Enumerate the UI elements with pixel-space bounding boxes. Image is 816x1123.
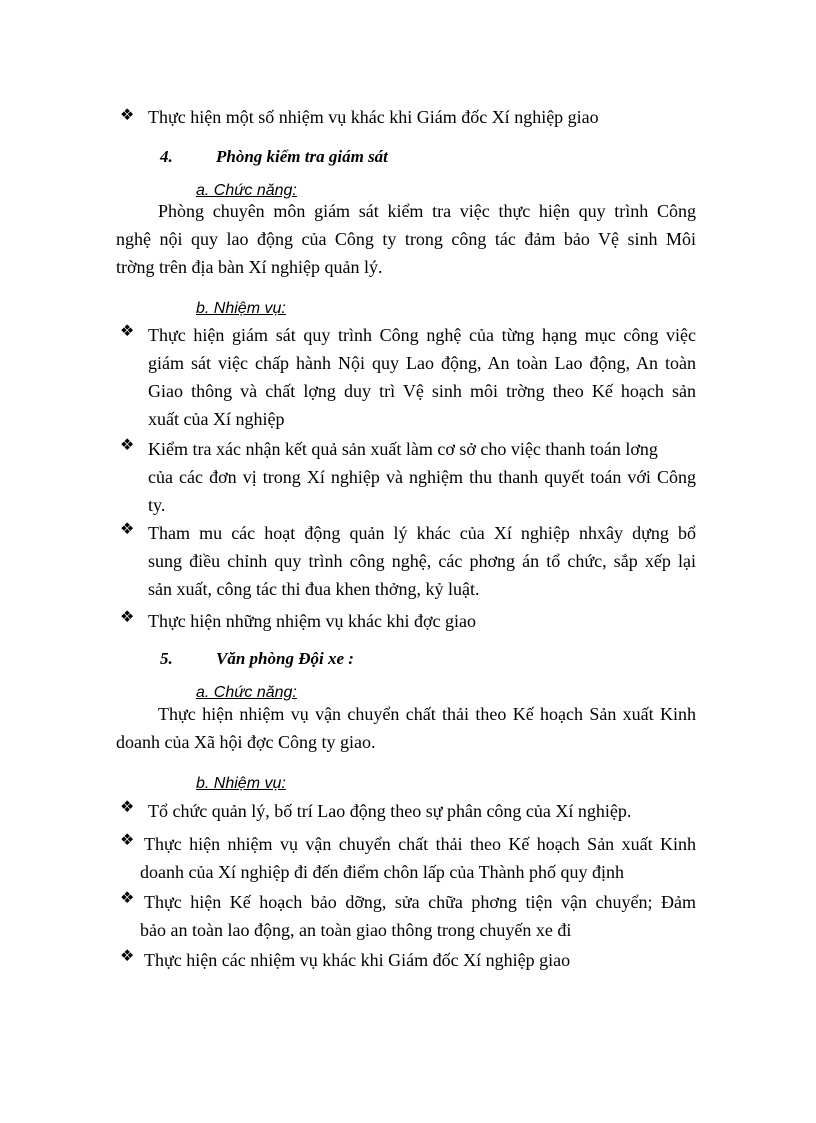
s4-duty1-line2: giám sát việc chấp hành Nội quy Lao động, An toàn Lao động, An toàn xyxy=(148,353,696,373)
section4-function-line-1: Phòng chuyên môn giám sát kiểm tra việc thực hiện quy trình Công xyxy=(158,201,696,221)
section4-function-line-3: trờng trên địa bàn Xí nghiệp quản lý. xyxy=(116,257,383,277)
bullet-diamond-icon: ❖ xyxy=(120,888,135,907)
section4-number: 4. xyxy=(160,147,173,166)
s4-duty2-line2: của các đơn vị trong Xí nghiệp và nghiệm thu thanh quyết toán với Công xyxy=(148,467,696,487)
s4-duty3-line3: sản xuất, công tác thi đua khen thởng, kỷ luật. xyxy=(148,579,480,599)
section5-number: 5. xyxy=(160,649,173,668)
section4-title: Phòng kiểm tra giám sát xyxy=(216,147,388,166)
s5-duty1-line1: Tổ chức quản lý, bố trí Lao động theo sự phân công của Xí nghiệp. xyxy=(148,801,632,821)
s4-duty2-line1: Kiểm tra xác nhận kết quả sản xuất làm cơ sở cho việc thanh toán lơng xyxy=(148,439,658,459)
section5-function-label: a. Chức năng: xyxy=(196,684,297,701)
s4-duty2-line3: ty. xyxy=(148,495,166,515)
s4-duty3-line1: Tham mu các hoạt động quản lý khác của Xí nghiệp nhxây dựng bổ xyxy=(148,523,696,543)
section5-title: Văn phòng Đội xe : xyxy=(216,649,354,668)
section4-function-label: a. Chức năng: xyxy=(196,182,297,199)
section5-function-line-1: Thực hiện nhiệm vụ vận chuyển chất thải theo Kế hoạch Sản xuất Kinh xyxy=(158,704,696,724)
section5-duty-label: b. Nhiệm vụ: xyxy=(196,775,286,792)
bullet-diamond-icon: ❖ xyxy=(120,519,135,538)
bullet-diamond-icon: ❖ xyxy=(120,435,135,454)
bullet-diamond-icon: ❖ xyxy=(120,830,135,849)
s5-duty2-line2: doanh của Xí nghiệp đi đến điểm chôn lấp của Thành phố quy định xyxy=(140,862,625,882)
bullet-diamond-icon: ❖ xyxy=(120,105,135,124)
s5-duty3-line1: Thực hiện Kế hoạch bảo dỡng, sửa chữa phơng tiện vận chuyển; Đảm xyxy=(144,892,696,912)
s4-duty1-line1: Thực hiện giám sát quy trình Công nghệ của từng hạng mục công việc xyxy=(148,325,696,345)
bullet-diamond-icon: ❖ xyxy=(120,607,135,626)
section4-function-line-2: nghệ nội quy lao động của Công ty trong công tác đảm bảo Vệ sinh Môi xyxy=(116,229,696,249)
intro-bullet-text: Thực hiện một số nhiệm vụ khác khi Giám đốc Xí nghiệp giao xyxy=(148,107,599,127)
section5-function-line-2: doanh của Xã hội đợc Công ty giao. xyxy=(116,732,376,752)
s4-duty3-line2: sung điều chỉnh quy trình công nghệ, các phơng án tổ chức, sắp xếp lại xyxy=(148,551,696,571)
s5-duty4-line1: Thực hiện các nhiệm vụ khác khi Giám đốc Xí nghiệp giao xyxy=(144,950,571,970)
s4-duty1-line4: xuất của Xí nghiệp xyxy=(148,409,285,429)
s5-duty2-line1: Thực hiện nhiệm vụ vận chuyển chất thải theo Kế hoạch Sản xuất Kinh xyxy=(144,834,696,854)
s4-duty1-line3: Giao thông và chất lợng duy trì Vệ sinh môi trờng theo Kế hoạch sản xyxy=(148,381,696,401)
bullet-diamond-icon: ❖ xyxy=(120,321,135,340)
bullet-diamond-icon: ❖ xyxy=(120,797,135,816)
s4-duty4-line1: Thực hiện những nhiệm vụ khác khi đợc giao xyxy=(148,611,476,631)
s5-duty3-line2: bảo an toàn lao động, an toàn giao thông trong chuyến xe đi xyxy=(140,920,572,940)
bullet-diamond-icon: ❖ xyxy=(120,946,135,965)
section4-duty-label: b. Nhiệm vụ: xyxy=(196,300,286,317)
